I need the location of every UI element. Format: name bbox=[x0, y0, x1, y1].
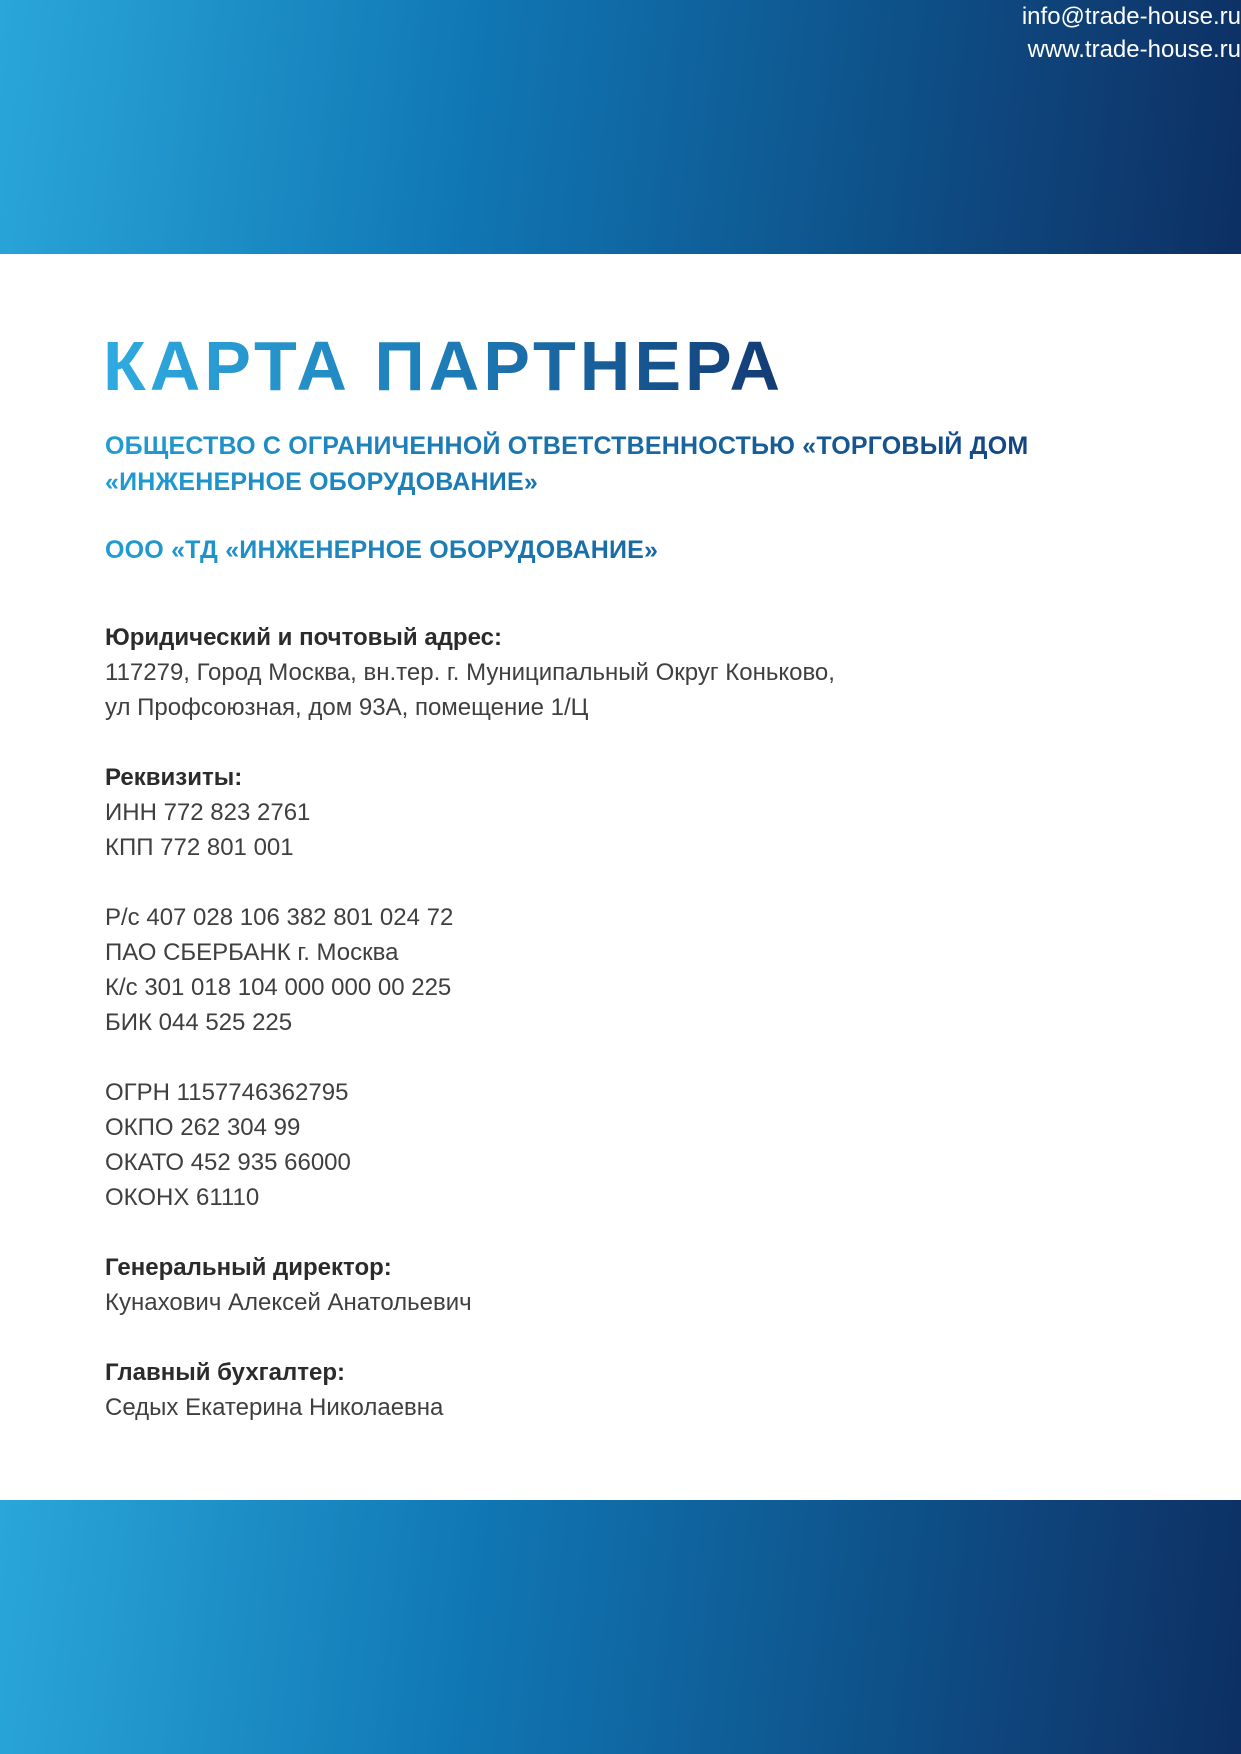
okpo-line: ОКПО 262 304 99 bbox=[105, 1114, 301, 1141]
okonh-line: ОКОНХ 61110 bbox=[105, 1184, 260, 1211]
document-body bbox=[105, 620, 1135, 1460]
footer bbox=[0, 1500, 1241, 1754]
codes-section bbox=[105, 1075, 1135, 1215]
company-full-line1: ОБЩЕСТВО С ОГРАНИЧЕННОЙ ОТВЕТСТВЕННОСТЬЮ «ТОРГОВЫЙ ДОМ bbox=[105, 428, 1028, 464]
accountant-name: Седых Екатерина Николаевна bbox=[105, 1394, 444, 1421]
address-heading: Юридический и почтовый адрес: bbox=[105, 624, 502, 651]
website-link[interactable]: www.trade-house.ru bbox=[1027, 36, 1241, 63]
settlement-account-line: Р/с 407 028 106 382 801 024 72 bbox=[105, 904, 454, 931]
inn-line: ИНН 772 823 2761 bbox=[105, 799, 311, 826]
company-full-name bbox=[105, 428, 1028, 500]
correspondent-account-line: К/с 301 018 104 000 000 00 225 bbox=[105, 974, 452, 1001]
footer-links bbox=[0, 0, 1241, 254]
accountant-section bbox=[105, 1355, 1135, 1425]
page-title: КАРТА ПАРТНЕРА bbox=[103, 327, 785, 405]
bik-line: БИК 044 525 225 bbox=[105, 1009, 293, 1036]
company-short-name: ООО «ТД «ИНЖЕНЕРНОЕ ОБОРУДОВАНИЕ» bbox=[105, 532, 658, 568]
requisites-heading: Реквизиты: bbox=[105, 764, 243, 791]
bank-section bbox=[105, 900, 1135, 1040]
director-name: Кунахович Алексей Анатольевич bbox=[105, 1289, 472, 1316]
bank-name-line: ПАО СБЕРБАНК г. Москва bbox=[105, 939, 399, 966]
address-line: 117279, Город Москва, вн.тер. г. Муниципальный Округ Коньково, bbox=[105, 659, 835, 686]
director-heading: Генеральный директор: bbox=[105, 1254, 392, 1281]
company-full-line2: «ИНЖЕНЕРНОЕ ОБОРУДОВАНИЕ» bbox=[105, 464, 538, 500]
ogrn-line: ОГРН 1157746362795 bbox=[105, 1079, 349, 1106]
kpp-line: КПП 772 801 001 bbox=[105, 834, 294, 861]
accountant-heading: Главный бухгалтер: bbox=[105, 1359, 346, 1386]
address-section bbox=[105, 620, 1135, 725]
email-link[interactable]: info@trade-house.ru bbox=[1021, 3, 1241, 30]
okato-line: ОКАТО 452 935 66000 bbox=[105, 1149, 351, 1176]
address-line: ул Профсоюзная, дом 93А, помещение 1/Ц bbox=[105, 694, 589, 721]
director-section bbox=[105, 1250, 1135, 1320]
requisites-section bbox=[105, 760, 1135, 865]
